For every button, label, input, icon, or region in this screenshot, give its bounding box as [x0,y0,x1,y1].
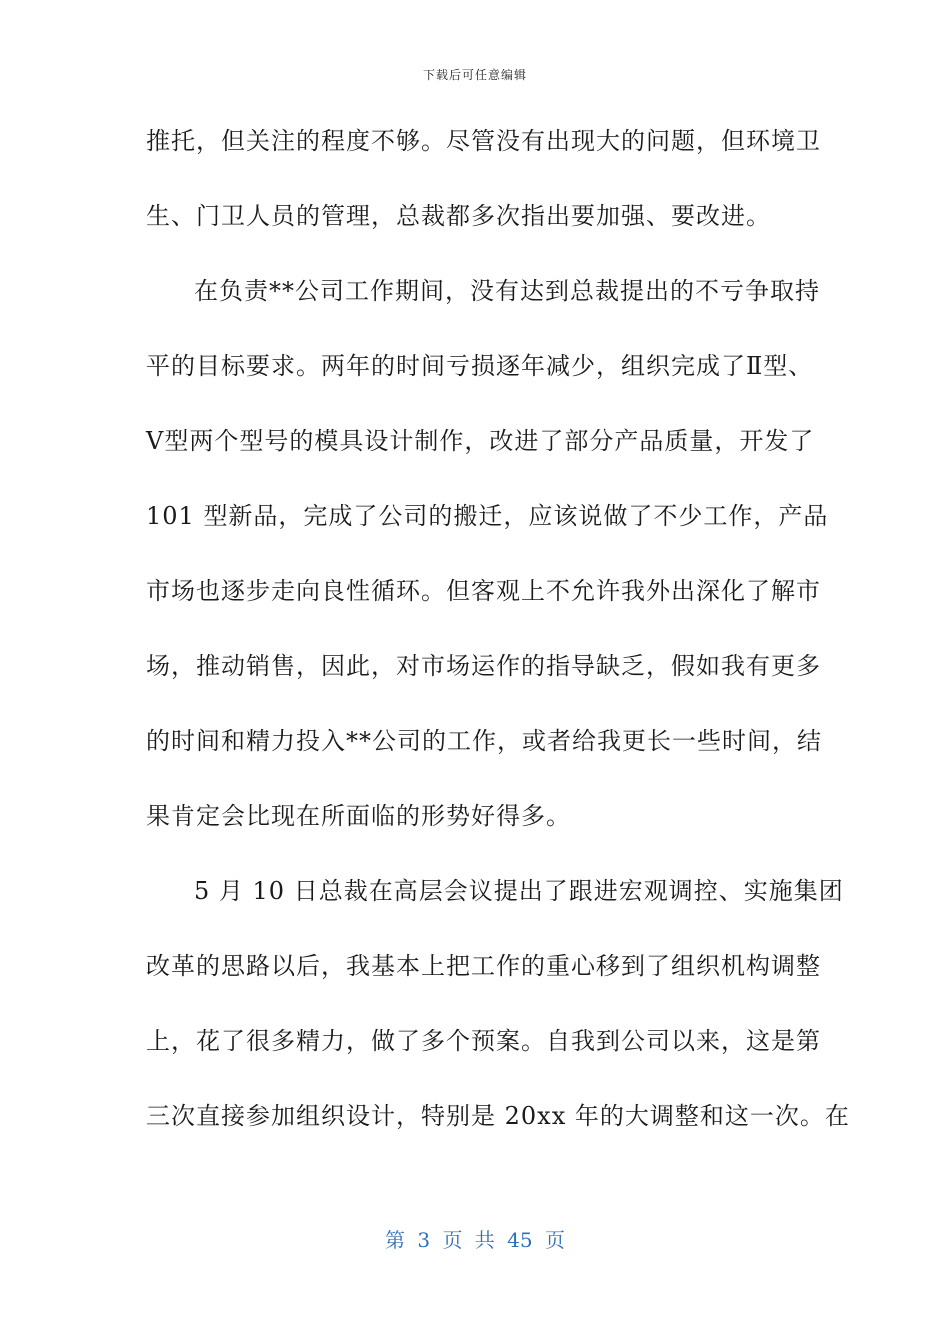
text-line: 市场也逐步走向良性循环。但客观上不允许我外出深化了解市 [146,577,821,605]
body-text [146,120,850,1170]
paragraph-start-line: 在负责**公司工作期间，没有达到总裁提出的不亏争取持 [194,277,820,305]
text-line: 生、门卫人员的管理，总裁都多次指出要加强、要改进。 [146,202,771,230]
text-line: 改革的思路以后，我基本上把工作的重心移到了组织机构调整 [146,952,821,980]
text-line: 的时间和精力投入**公司的工作，或者给我更长一些时间，结 [146,727,822,755]
page-number-footer: 第 3 页 共 45 页 [385,1228,565,1252]
text-line: 平的目标要求。两年的时间亏损逐年减少，组织完成了Ⅱ型、 [146,352,814,380]
text-line: 果肯定会比现在所面临的形势好得多。 [146,802,571,830]
paragraph-start-line: 5 月 10 日总裁在高层会议提出了跟进宏观调控、实施集团 [194,877,844,905]
text-line: 101 型新品，完成了公司的搬迁，应该说做了不少工作，产品 [146,502,829,530]
text-line: Ⅴ型两个型号的模具设计制作，改进了部分产品质量，开发了 [146,427,815,455]
text-line: 推托，但关注的程度不够。尽管没有出现大的问题，但环境卫 [146,127,821,155]
page-header: 下载后可任意编辑 [422,68,527,82]
text-line: 上，花了很多精力，做了多个预案。自我到公司以来，这是第 [146,1027,821,1055]
text-line: 场，推动销售，因此，对市场运作的指导缺乏，假如我有更多 [146,652,821,680]
text-line: 三次直接参加组织设计，特别是 20xx 年的大调整和这一次。在 [146,1102,850,1130]
